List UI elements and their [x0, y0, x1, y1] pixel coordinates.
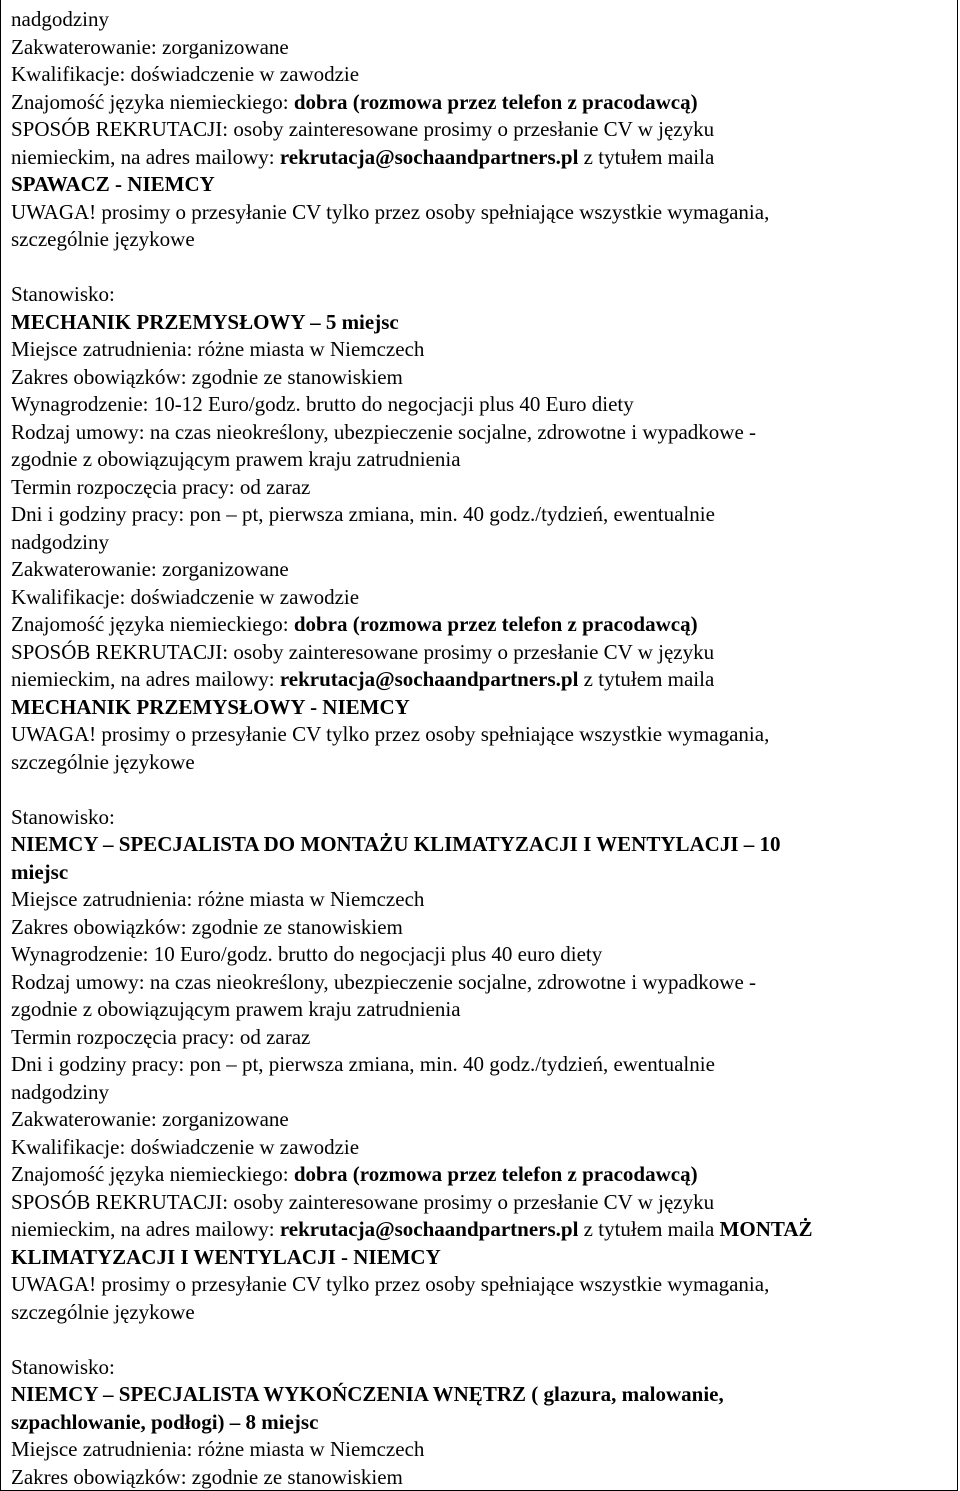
email-line: [11, 1216, 949, 1244]
language-label: Znajomość języka niemieckiego:: [11, 1162, 294, 1186]
email-prefix: niemieckim, na adres mailowy:: [11, 1217, 280, 1241]
email-line: [11, 666, 949, 694]
text-line: SPOSÓB REKRUTACJI: osoby zainteresowane prosimy o przesłanie CV w języku: [11, 1189, 715, 1214]
text-line: Zakwaterowanie: zorganizowane: [11, 557, 289, 581]
language-label: Znajomość języka niemieckiego:: [11, 612, 294, 636]
text-line: Wynagrodzenie: 10 Euro/godz. brutto do negocjacji plus 40 euro diety: [11, 942, 603, 966]
text-line: UWAGA! prosimy o przesyłanie CV tylko przez osoby spełniające wszystkie wymagania,: [11, 199, 770, 224]
email-suffix: z tytułem maila: [578, 667, 715, 691]
job-block-klimatyzacja: [11, 804, 949, 1327]
text-line: nadgodziny: [11, 7, 109, 31]
language-line: [11, 89, 949, 117]
position-title: NIEMCY – SPECJALISTA DO MONTAŻU KLIMATYZACJI I WENTYLACJI – 10: [11, 832, 781, 856]
language-level: dobra (rozmowa przez telefon z pracodawcą): [293, 89, 698, 114]
text-line: Termin rozpoczęcia pracy: od zaraz: [11, 474, 311, 499]
text-line: Miejsce zatrudnienia: różne miasta w Niemczech: [11, 1437, 425, 1461]
position-title-cont: szpachlowanie, podłogi) – 8 miejsc: [11, 1409, 319, 1434]
language-line: [11, 611, 949, 639]
text-line: Wynagrodzenie: 10-12 Euro/godz. brutto do negocjacji plus 40 Euro diety: [11, 392, 634, 416]
text-line: Miejsce zatrudnienia: różne miasta w Niemczech: [11, 887, 425, 911]
email-prefix: niemieckim, na adres mailowy:: [11, 667, 280, 691]
job-block-wykonczenia: [11, 1354, 949, 1491]
text-line: Dni i godziny pracy: pon – pt, pierwsza zmiana, min. 40 godz./tydzień, ewentualnie: [11, 1052, 715, 1076]
position-label: Stanowisko:: [11, 1354, 115, 1379]
email-address: rekrutacja@sochaandpartners.pl: [279, 667, 579, 691]
spacer: [11, 776, 949, 804]
language-level: dobra (rozmowa przez telefon z pracodawcą): [293, 1162, 698, 1186]
text-line: Termin rozpoczęcia pracy: od zaraz: [11, 1024, 311, 1049]
text-line: Rodzaj umowy: na czas nieokreślony, ubezpieczenie socjalne, zdrowotne i wypadkowe -: [11, 969, 757, 994]
text-line: nadgodziny: [11, 1079, 109, 1104]
text-line: zgodnie z obowiązującym prawem kraju zatrudnienia: [11, 997, 461, 1021]
position-title: MECHANIK PRZEMYSŁOWY – 5 miejsc: [11, 309, 399, 334]
text-line: nadgodziny: [11, 529, 109, 554]
text-line: Miejsce zatrudnienia: różne miasta w Niemczech: [11, 337, 425, 361]
text-line: Zakwaterowanie: zorganizowane: [11, 1107, 289, 1131]
mail-subject: SPAWACZ - NIEMCY: [11, 172, 215, 196]
text-line: szczególnie językowe: [11, 227, 195, 251]
position-label: Stanowisko:: [11, 282, 115, 306]
spacer: [11, 1326, 949, 1354]
text-line: Rodzaj umowy: na czas nieokreślony, ubezpieczenie socjalne, zdrowotne i wypadkowe -: [11, 419, 757, 444]
position-label: Stanowisko:: [11, 804, 115, 829]
spacer: [11, 254, 949, 282]
position-title-cont: miejsc: [11, 859, 69, 884]
language-line: [11, 1161, 949, 1189]
email-suffix: z tytułem maila: [578, 144, 715, 169]
text-line: Zakres obowiązków: zgodnie ze stanowiskiem: [11, 914, 403, 939]
text-line: Zakres obowiązków: zgodnie ze stanowiskiem: [11, 364, 403, 389]
text-line: SPOSÓB REKRUTACJI: osoby zainteresowane prosimy o przesłanie CV w języku: [11, 639, 715, 664]
job-block-spawacz: [11, 6, 949, 254]
text-line: Dni i godziny pracy: pon – pt, pierwsza zmiana, min. 40 godz./tydzień, ewentualnie: [11, 502, 715, 526]
mail-subject: MECHANIK PRZEMYSŁOWY - NIEMCY: [11, 694, 410, 719]
email-prefix: niemieckim, na adres mailowy:: [11, 144, 280, 169]
language-label: Znajomość języka niemieckiego:: [11, 89, 294, 114]
email-suffix: z tytułem maila: [578, 1217, 720, 1241]
email-line: [11, 144, 949, 172]
email-address: rekrutacja@sochaandpartners.pl: [279, 144, 579, 169]
text-line: Kwalifikacje: doświadczenie w zawodzie: [11, 584, 360, 609]
text-line: SPOSÓB REKRUTACJI: osoby zainteresowane prosimy o przesłanie CV w języku: [11, 117, 715, 141]
text-line: szczególnie językowe: [11, 749, 195, 774]
text-line: Zakwaterowanie: zorganizowane: [11, 34, 289, 59]
email-address: rekrutacja@sochaandpartners.pl: [279, 1217, 579, 1241]
text-line: Zakres obowiązków: zgodnie ze stanowiskiem: [11, 1464, 403, 1489]
text-line: Kwalifikacje: doświadczenie w zawodzie: [11, 62, 360, 86]
language-level: dobra (rozmowa przez telefon z pracodawcą): [293, 612, 698, 636]
text-line: zgodnie z obowiązującym prawem kraju zatrudnienia: [11, 447, 461, 471]
text-line: UWAGA! prosimy o przesyłanie CV tylko przez osoby spełniające wszystkie wymagania,: [11, 722, 770, 746]
text-line: UWAGA! prosimy o przesyłanie CV tylko przez osoby spełniające wszystkie wymagania,: [11, 1272, 770, 1296]
position-title: NIEMCY – SPECJALISTA WYKOŃCZENIA WNĘTRZ ( glazura, malowanie,: [11, 1382, 724, 1406]
text-line: Kwalifikacje: doświadczenie w zawodzie: [11, 1134, 360, 1159]
mail-subject: KLIMATYZACJI I WENTYLACJI - NIEMCY: [11, 1244, 441, 1269]
mail-subject-start: MONTAŻ: [719, 1217, 813, 1241]
text-line: szczególnie językowe: [11, 1299, 195, 1324]
job-block-mechanik: [11, 281, 949, 776]
